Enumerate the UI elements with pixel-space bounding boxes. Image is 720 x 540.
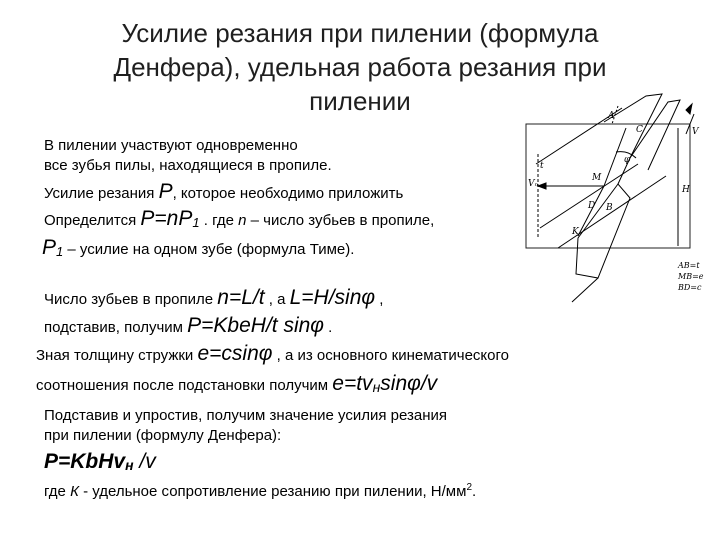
title-line-1: Усилие резания при пилении (формула (121, 18, 599, 48)
legend-ab: AB=t (678, 261, 700, 270)
text-line-7: подставив, получим P=KbeH/t sinφ . (44, 314, 333, 337)
text-line-6: Число зубьев в пропиле n=L/t , а L=H/sinφ , (44, 286, 384, 309)
text-line-4: Определится P=nP1 . где n – число зубьев в пропиле, (44, 207, 435, 230)
label-C: C (636, 125, 643, 135)
text-line-1: В пилении участвуют одновременно (44, 137, 298, 154)
label-D: D (588, 201, 596, 211)
legend-bd: BD=c (678, 283, 702, 292)
text-line-8: Зная толщину стружки e=csinφ , а из основного кинематического (36, 342, 509, 365)
denfer-formula: P=KbHvн /v (44, 450, 156, 473)
legend-mb: MB=e (678, 272, 704, 281)
title-line-3: пилении (309, 86, 411, 116)
label-M: M (592, 173, 602, 183)
label-A: A (608, 111, 615, 121)
text-line-13: где К - удельное сопротивление резанию при пилении, $Н/мм^2$. (44, 482, 477, 500)
label-V: V (692, 127, 699, 137)
label-H: H (682, 185, 690, 195)
text-line-9: соотношения после подстановки получим e=tvнsinφ/v (36, 372, 438, 395)
title-line-2: Денфера), удельная работа резания при (113, 52, 607, 82)
label-K: K (572, 227, 579, 237)
saw-tooth-diagram (518, 88, 718, 306)
label-Vn: Vₙ (528, 179, 539, 189)
text-line-10: Подставив и упростив, получим значение усилия резания (44, 407, 448, 424)
text-line-11: при пилении (формулу Денфера): (44, 427, 282, 444)
text-line-3: Усилие резания P, которое необходимо приложить (44, 180, 404, 203)
text-line-5: P1 – усилие на одном зубе (формула Тиме). (42, 236, 355, 259)
label-t: t (540, 161, 544, 171)
label-phi: φ (624, 155, 631, 165)
text-line-2: все зубья пилы, находящиеся в пропиле. (44, 157, 332, 174)
label-B: B (606, 203, 613, 213)
